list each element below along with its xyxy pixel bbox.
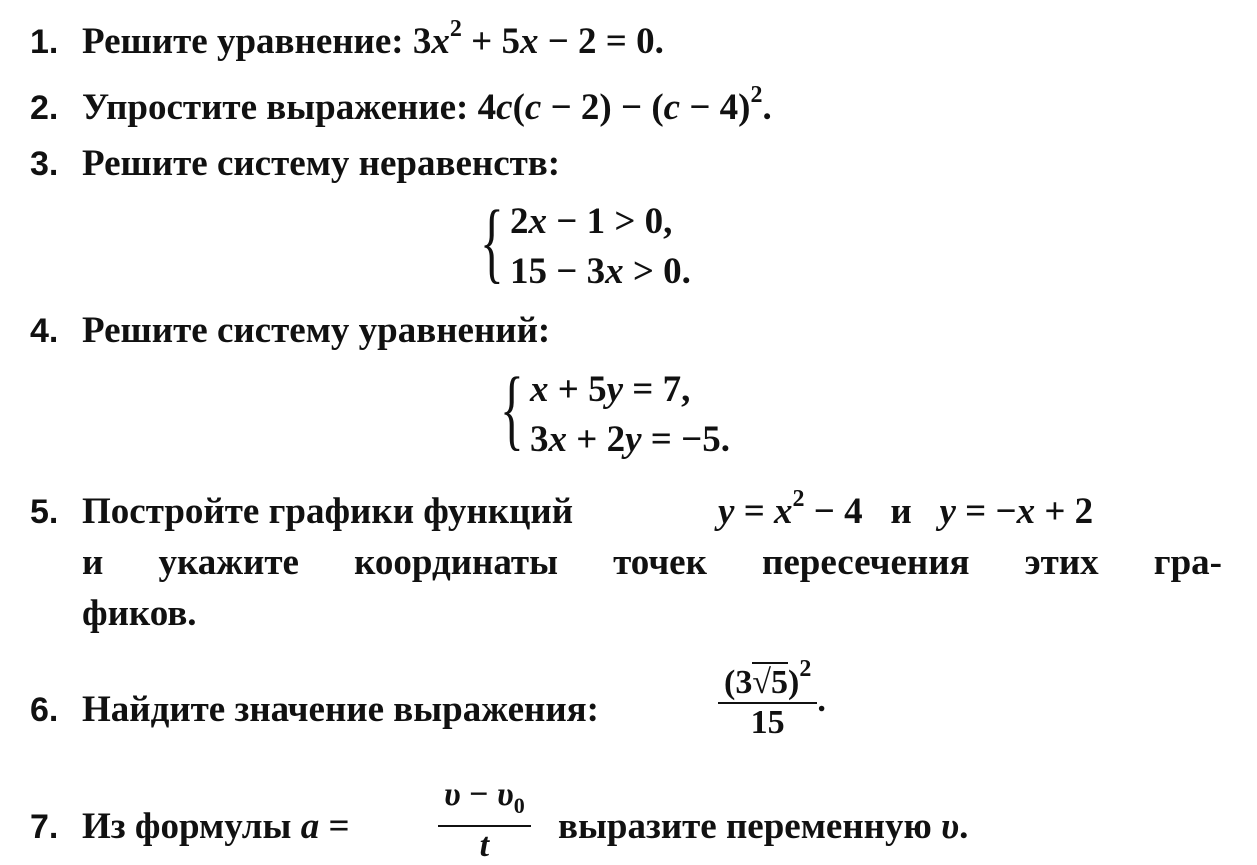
task-text: Решите систему уравнений: bbox=[82, 310, 551, 351]
task-text-line-2: и укажите координаты точек пересечения этих гра- bbox=[82, 542, 1222, 583]
expr-power: 2 bbox=[750, 82, 763, 108]
task-4 bbox=[30, 309, 550, 353]
eq-part: = 7, bbox=[632, 369, 691, 410]
num-part: ) bbox=[788, 664, 800, 701]
func-var: x bbox=[774, 491, 793, 532]
system-brace: { bbox=[500, 360, 524, 459]
inequality-line-2 bbox=[510, 250, 691, 294]
eq-part: + 5 bbox=[557, 369, 607, 410]
num-part: − bbox=[469, 776, 489, 813]
num-power: 2 bbox=[799, 656, 812, 682]
num-subscript: 0 bbox=[513, 792, 525, 818]
func-var: x bbox=[1016, 491, 1036, 532]
eq-var: x bbox=[548, 419, 567, 460]
eq-var: y bbox=[606, 369, 624, 410]
fraction-denominator bbox=[438, 827, 531, 865]
fraction-numerator bbox=[718, 656, 817, 702]
equation-line-2 bbox=[530, 418, 730, 462]
func-var: y bbox=[718, 491, 735, 532]
fraction-block bbox=[438, 776, 531, 865]
ineq-part: − 1 > 0, bbox=[556, 201, 673, 242]
func-part: + 2 bbox=[1044, 491, 1094, 532]
func-var: y bbox=[939, 491, 956, 532]
eq-var: x bbox=[431, 21, 450, 62]
formula-part: = bbox=[328, 806, 350, 847]
expr-var: c bbox=[524, 87, 542, 128]
task-number: 1. bbox=[30, 23, 59, 61]
task-3 bbox=[30, 142, 560, 186]
equation-line-1 bbox=[530, 368, 690, 412]
task-text: Найдите значение выражения: bbox=[82, 689, 599, 730]
task-text: Решите уравнение: bbox=[82, 21, 404, 62]
task-5 bbox=[30, 490, 573, 534]
eq-part: 3 bbox=[412, 21, 432, 62]
system-brace: { bbox=[480, 193, 504, 292]
func-part: и bbox=[890, 491, 912, 532]
ineq-part: 15 − 3 bbox=[510, 251, 606, 292]
task-2 bbox=[30, 82, 772, 130]
formula-var: υ bbox=[941, 806, 960, 847]
task-text: выразите переменную bbox=[558, 806, 932, 847]
num-var: υ bbox=[444, 776, 461, 813]
task-number: 6. bbox=[30, 691, 59, 729]
eq-part: − 2 = 0. bbox=[547, 21, 664, 62]
eq-var: y bbox=[625, 419, 642, 460]
punct: . bbox=[817, 681, 826, 719]
task-text: Постройте графики функций bbox=[82, 491, 574, 532]
task-6 bbox=[30, 688, 599, 732]
ineq-part: 2 bbox=[510, 201, 529, 242]
num-var: υ bbox=[497, 776, 514, 813]
task-1 bbox=[30, 16, 664, 64]
eq-part: + 2 bbox=[576, 419, 626, 460]
den-var: t bbox=[479, 826, 490, 864]
expression bbox=[477, 82, 772, 128]
sqrt: √5 bbox=[752, 664, 788, 701]
task-number: 2. bbox=[30, 89, 59, 127]
num-part: (3 bbox=[724, 664, 753, 701]
eq-power: 2 bbox=[449, 16, 462, 42]
fraction-numerator bbox=[438, 776, 531, 825]
func-part: − 4 bbox=[813, 491, 863, 532]
expr-part: ( bbox=[512, 87, 525, 128]
task-number: 5. bbox=[30, 493, 59, 531]
task-text: Из формулы bbox=[82, 806, 292, 847]
expr-part: − 2) − ( bbox=[550, 87, 664, 128]
fraction-denominator: 15 bbox=[750, 704, 785, 741]
eq-part: + 5 bbox=[471, 21, 520, 62]
eq-part: = −5. bbox=[650, 419, 730, 460]
expr-part: . bbox=[762, 87, 772, 128]
expr-var: c bbox=[496, 87, 513, 128]
fraction bbox=[718, 656, 826, 742]
task-7 bbox=[30, 805, 350, 849]
func-part: = bbox=[743, 491, 765, 532]
ineq-var: x bbox=[528, 201, 547, 242]
task-text: Упростите выражение: bbox=[82, 87, 469, 128]
func-part: = − bbox=[965, 491, 1017, 532]
expr-var: c bbox=[663, 87, 681, 128]
expr-part: − 4) bbox=[689, 87, 751, 128]
task-number: 4. bbox=[30, 312, 59, 350]
fraction-block bbox=[718, 656, 817, 742]
expr-part: 4 bbox=[477, 87, 497, 128]
eq-var: x bbox=[519, 21, 539, 62]
formula-fraction bbox=[438, 776, 531, 865]
formula-var: a bbox=[300, 806, 320, 847]
inequality-line-1 bbox=[510, 200, 672, 244]
func-power: 2 bbox=[792, 486, 805, 512]
task-number: 3. bbox=[30, 145, 59, 183]
ineq-var: x bbox=[605, 251, 624, 292]
eq-part: 3 bbox=[530, 419, 549, 460]
ineq-part: > 0. bbox=[632, 251, 691, 292]
task-text-line-3: фиков. bbox=[82, 593, 197, 634]
task-number: 7. bbox=[30, 808, 59, 846]
task-text: Решите систему неравенств: bbox=[82, 143, 561, 184]
functions bbox=[718, 486, 1094, 534]
punct: . bbox=[959, 806, 969, 847]
task-7-tail bbox=[558, 805, 968, 849]
equation bbox=[412, 16, 664, 62]
eq-var: x bbox=[530, 369, 549, 410]
